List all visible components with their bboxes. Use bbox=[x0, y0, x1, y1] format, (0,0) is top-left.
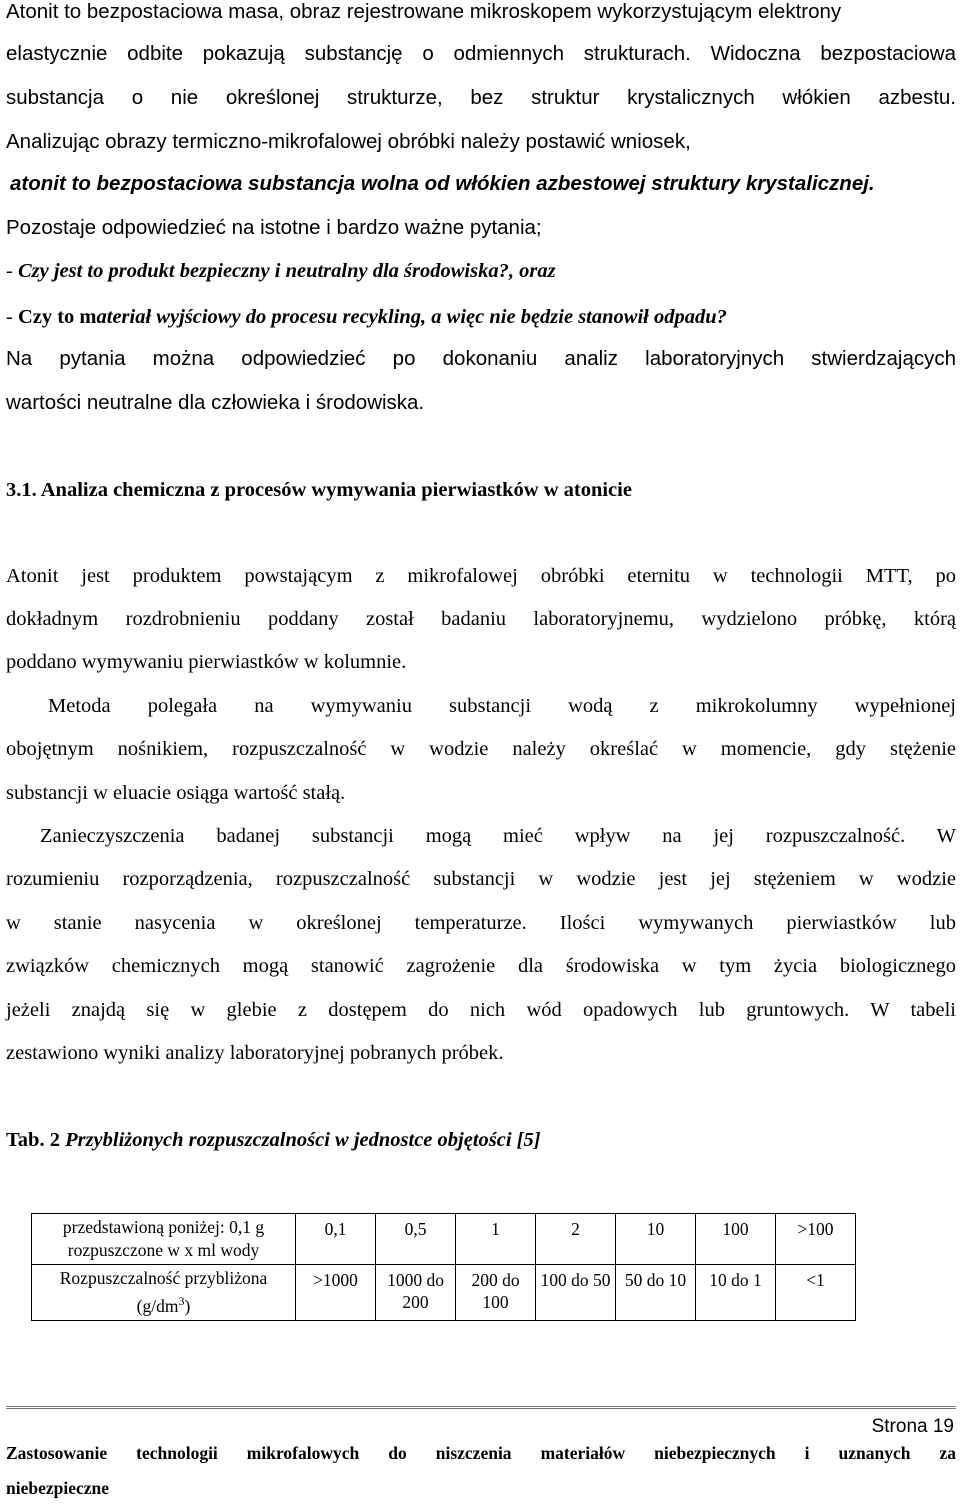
unit-text: ) bbox=[184, 1295, 191, 1316]
table-cell: 1000 do 200 bbox=[376, 1265, 456, 1321]
table-row bbox=[32, 1214, 856, 1265]
row-header-line: Rozpuszczalność przybliżona bbox=[59, 1268, 268, 1288]
paragraph-line: substancji w eluacie osiąga wartość stałą. bbox=[6, 782, 346, 804]
paragraph-line: Zanieczyszczenia badanej substancji mogą mieć wpływ na jej rozpuszczalność. W bbox=[40, 825, 956, 847]
footer-title-line: niebezpieczne bbox=[6, 1478, 110, 1498]
paragraph-line: jeżeli znajdą się w glebie z dostępem do nich wód opadowych lub gruntowych. W tabeli bbox=[6, 999, 956, 1021]
paragraph-line: substancja o nie określonej strukturze, bez struktur krystalicznych włókien azbestu. bbox=[6, 86, 956, 109]
table-cell: 50 do 10 bbox=[616, 1265, 696, 1321]
paragraph-line: poddano wymywaniu pierwiastków w kolumnie. bbox=[6, 651, 407, 673]
question-text-start: Czy to m bbox=[17, 306, 97, 328]
unit-text: (g/dm bbox=[136, 1295, 179, 1316]
question-text: Czy jest to produkt bezpieczny i neutralny dla środowiska? bbox=[17, 260, 509, 282]
question-item bbox=[6, 259, 556, 283]
table-cell: 100 bbox=[696, 1214, 776, 1265]
solubility-table bbox=[31, 1213, 856, 1321]
paragraph-line: w stanie nasycenia w określonej temperaturze. Ilości wymywanych pierwiastków lub bbox=[6, 912, 956, 934]
table-cell: 100 do 50 bbox=[536, 1265, 616, 1321]
conclusion-line: atonit to bezpostaciowa substancja wolna od włókien azbestowej struktury krystalicznej. bbox=[10, 172, 875, 195]
paragraph-line: związków chemicznych mogą stanowić zagrożenie dla środowiska w tym życia biologicznego bbox=[6, 955, 956, 977]
page-number: Strona 19 bbox=[871, 1416, 954, 1437]
footer-title-line: Zastosowanie technologii mikrofalowych do niszczenia materiałów niebezpiecznych i uznanych za bbox=[6, 1443, 956, 1463]
paragraph-line: Na pytania można odpowiedzieć po dokonaniu analiz laboratoryjnych stwierdzających bbox=[6, 347, 956, 370]
table-cell: <1 bbox=[776, 1265, 856, 1321]
paragraph-line: Atonit to bezpostaciowa masa, obraz rejestrowane mikroskopem wykorzystującym elektrony bbox=[6, 0, 842, 23]
paragraph-line: elastycznie odbite pokazują substancję o odmiennych strukturach. Widoczna bezpostaciowa bbox=[6, 42, 956, 65]
paragraph-line: Analizując obrazy termiczno-mikrofalowej obróbki należy postawić wniosek, bbox=[6, 130, 691, 153]
table-row-header bbox=[32, 1214, 296, 1265]
table-cell: 200 do 100 bbox=[456, 1265, 536, 1321]
paragraph-line: dokładnym rozdrobnieniu poddany został badaniu laboratoryjnemu, wydzielono próbkę, którą bbox=[6, 608, 956, 630]
table-caption-title: Przybliżonych rozpuszczalności w jednostce objętości [5] bbox=[65, 1129, 541, 1151]
row-header-line: rozpuszczone w x ml wody bbox=[67, 1240, 260, 1260]
question-text: ateriał wyjściowy do procesu recykling, a więc nie będzie stanowił odpadu? bbox=[96, 306, 727, 328]
table-cell: 0,5 bbox=[376, 1214, 456, 1265]
paragraph-line: wartości neutralne dla człowieka i środowiska. bbox=[6, 391, 425, 414]
table-caption bbox=[6, 1128, 541, 1152]
section-heading: 3.1. Analiza chemiczna z procesów wymywania pierwiastków w atonicie bbox=[6, 479, 632, 501]
table-cell: >1000 bbox=[296, 1265, 376, 1321]
table-cell: 2 bbox=[536, 1214, 616, 1265]
row-header-line: przedstawioną poniżej: 0,1 g bbox=[62, 1217, 265, 1237]
row-header-line bbox=[36, 1290, 291, 1318]
paragraph-line: Pozostaje odpowiedzieć na istotne i bardzo ważne pytania; bbox=[6, 216, 542, 239]
unit-superscript: 3 bbox=[178, 1294, 185, 1308]
table-row bbox=[32, 1265, 856, 1321]
table-cell: >100 bbox=[776, 1214, 856, 1265]
paragraph-line: Atonit jest produktem powstającym z mikrofalowej obróbki eternitu w technologii MTT, po bbox=[6, 565, 956, 587]
table-cell: 10 do 1 bbox=[696, 1265, 776, 1321]
table-caption-prefix: Tab. 2 bbox=[6, 1129, 66, 1151]
table-cell: 0,1 bbox=[296, 1214, 376, 1265]
table-row-header bbox=[32, 1265, 296, 1321]
paragraph-line: Metoda polegała na wymywaniu substancji wodą z mikrokolumny wypełnionej bbox=[48, 695, 956, 717]
footer-divider bbox=[6, 1406, 956, 1409]
list-dash: - bbox=[6, 306, 18, 328]
paragraph-line: obojętnym nośnikiem, rozpuszczalność w wodzie należy określać w momencie, gdy stężenie bbox=[6, 738, 956, 760]
paragraph-line: zestawiono wyniki analizy laboratoryjnej pobranych próbek. bbox=[6, 1042, 504, 1064]
list-dash: - bbox=[6, 260, 18, 282]
question-item bbox=[6, 305, 727, 329]
paragraph-line: rozumieniu rozporządzenia, rozpuszczalność substancji w wodzie jest jej stężeniem w wodzie bbox=[6, 868, 956, 890]
table-cell: 10 bbox=[616, 1214, 696, 1265]
question-tail: , oraz bbox=[508, 260, 556, 282]
table-cell: 1 bbox=[456, 1214, 536, 1265]
